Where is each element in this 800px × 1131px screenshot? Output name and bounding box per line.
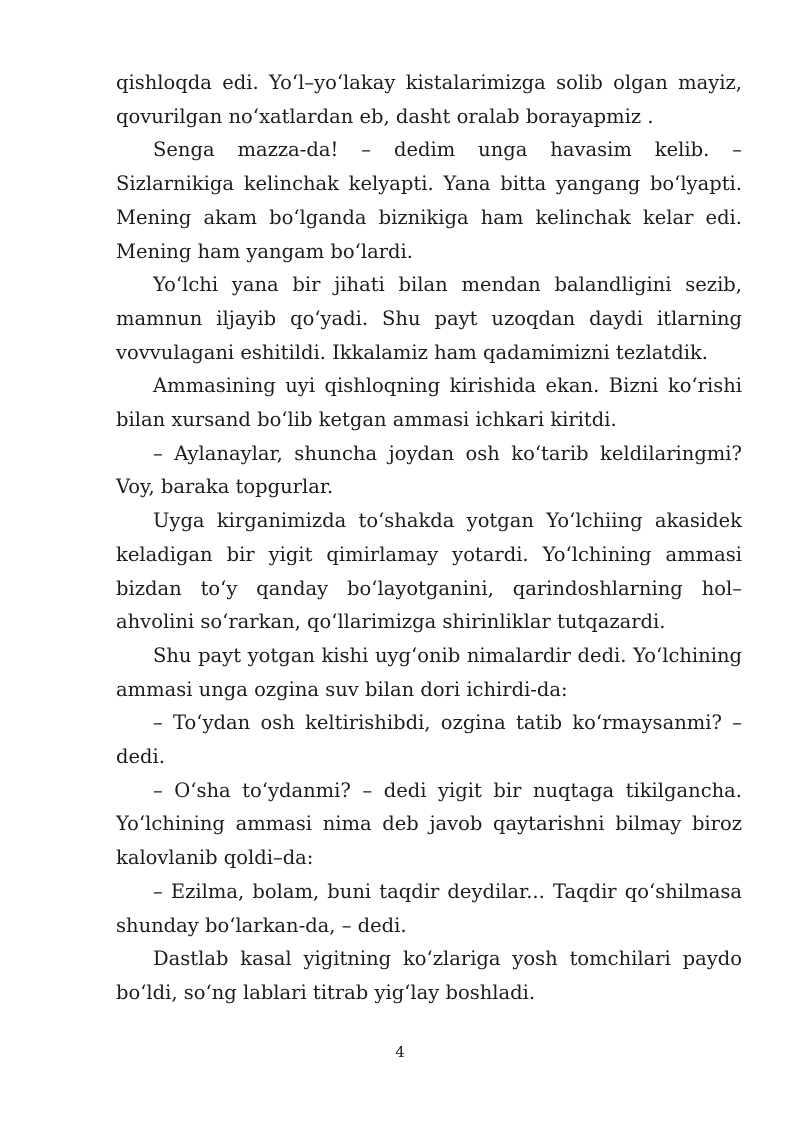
paragraph: Shu payt yotgan kishi uyg‘onib nimalardir dedi. Yo‘lchining ammasi unga ozgina suv bilan dori ichirdi-da: xyxy=(116,643,742,701)
paragraph: Yo‘lchi yana bir jihati bilan mendan balandligini sezib, mamnun iljayib qo‘yadi. Shu payt uzoqdan daydi itlarning vovvulagani eshitildi. Ikkalamiz ham qadamimizni tezlatdik. xyxy=(116,273,742,364)
paragraph: Dastlab kasal yigitning ko‘zlariga yosh tomchilari paydo bo‘ldi, so‘ng lablari titrab yig‘lay boshladi. xyxy=(116,947,742,1004)
paragraph: – Aylanaylar, shuncha joydan osh ko‘tarib keldilaringmi? Voy, baraka topgurlar. xyxy=(116,441,742,499)
paragraph: Uyga kirganimizda to‘shakda yotgan Yo‘lchiing akasidek keladigan bir yigit qimirlamay yotardi. Yo‘lchining ammasi bizdan to‘y qanday bo‘layotganini, qarindoshlarning hol–ahvolini so‘rarkan, qo‘llarimizga shirinliklar tutqazardi. xyxy=(116,509,742,634)
paragraph: – Ezilma, bolam, buni taqdir deydilar... Taqdir qo‘shilmasa shunday bo‘larkan-da, – dedi. xyxy=(116,879,742,937)
paragraph: qishloqda edi. Yo‘l–yo‘lakay kistalarimizga solib olgan mayiz, qovurilgan no‘xatlardan eb, dasht oralab borayapmiz . xyxy=(116,71,742,128)
page-number: 4 xyxy=(395,1043,405,1061)
paragraph: – To‘ydan osh keltirishibdi, ozgina tatib ko‘rmaysanmi? – dedi. xyxy=(116,711,742,769)
paragraph: – O‘sha to‘ydanmi? – dedi yigit bir nuqtaga tikilgancha. Yo‘lchining ammasi nima deb javob qaytarishni bilmay biroz kalovlanib qoldi–da: xyxy=(116,778,742,870)
paragraph: Ammasining uyi qishloqning kirishida ekan. Bizni ko‘rishi bilan xursand bo‘lib ketgan ammasi ichkari kiritdi. xyxy=(116,374,742,432)
body-text xyxy=(116,66,742,1010)
paragraph: Senga mazza-da! – dedim unga havasim kelib. – Sizlarnikiga kelinchak kelyapti. Yana bitta yangang bo‘lyapti. Mening akam bo‘lganda biznikiga ham kelinchak kelar edi. Mening ham yangam bo‘lardi. xyxy=(116,138,742,263)
